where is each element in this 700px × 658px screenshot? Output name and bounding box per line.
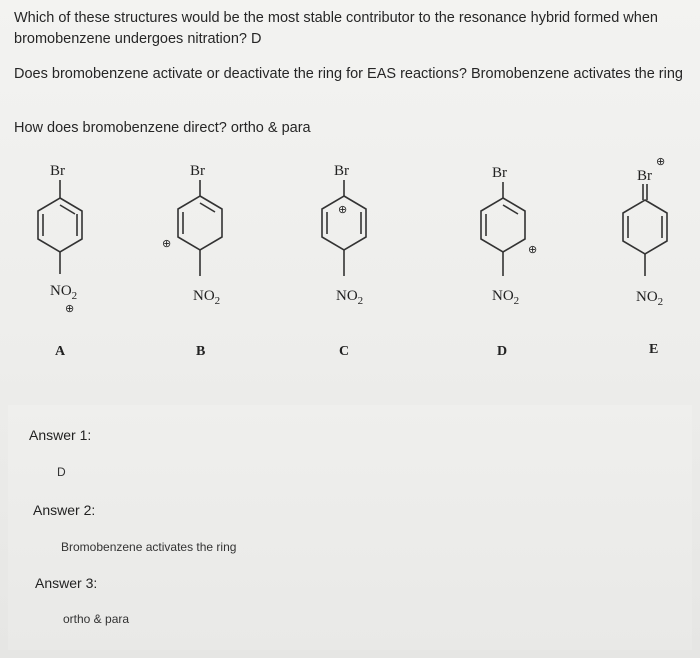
structure-e-br: Br: [637, 168, 652, 184]
structure-b: [162, 163, 222, 359]
answer-2-heading: Answer 2:: [33, 502, 96, 518]
resonance-structures-svg: [0, 150, 700, 370]
answer-2-value: Bromobenzene activates the ring: [61, 540, 237, 554]
resonance-structures-figure: [0, 150, 700, 370]
structure-c-br: Br: [334, 163, 349, 179]
structure-a-no2: $NO_2$: [50, 283, 78, 302]
question-2-text: Does bromobenzene activate or deactivate the ring for EAS reactions? Bromobenzene activates the ring: [14, 66, 683, 82]
structure-e-charge: ⊕: [656, 156, 666, 168]
structure-d: [481, 165, 537, 359]
question-3-text: How does bromobenzene direct? ortho & para: [14, 120, 311, 136]
structure-c: [322, 163, 366, 359]
structure-e: [623, 156, 667, 357]
structure-b-br: Br: [190, 163, 205, 179]
question-1-text: Which of these structures would be the most stable contributor to the resonance hybrid formed when bromobenzene undergoes nitration? D: [14, 10, 658, 47]
structure-b-charge: ⊕: [162, 238, 172, 250]
answer-3-value: ortho & para: [63, 612, 130, 626]
answer-3-heading: Answer 3:: [35, 575, 98, 591]
answer-1-value: D: [57, 465, 66, 479]
structure-a-br: Br: [50, 163, 65, 179]
structure-d-no2: $NO_2$: [492, 288, 520, 307]
structure-a-label: A: [55, 344, 66, 359]
answer-1-heading: Answer 1:: [29, 427, 92, 443]
structure-c-label: C: [339, 344, 350, 359]
structure-e-no2: $NO_2$: [636, 289, 664, 308]
structure-d-br: Br: [492, 165, 507, 181]
structure-c-charge: ⊕: [338, 204, 348, 216]
structure-a-charge: ⊕: [65, 303, 75, 315]
structure-b-label: B: [196, 344, 206, 359]
structure-a: [38, 163, 82, 359]
structure-d-label: D: [497, 344, 508, 359]
structure-e-label: E: [649, 342, 659, 357]
structure-d-charge: ⊕: [528, 244, 538, 256]
structure-c-no2: $NO_2$: [336, 288, 364, 307]
structure-b-no2: $NO_2$: [193, 288, 221, 307]
